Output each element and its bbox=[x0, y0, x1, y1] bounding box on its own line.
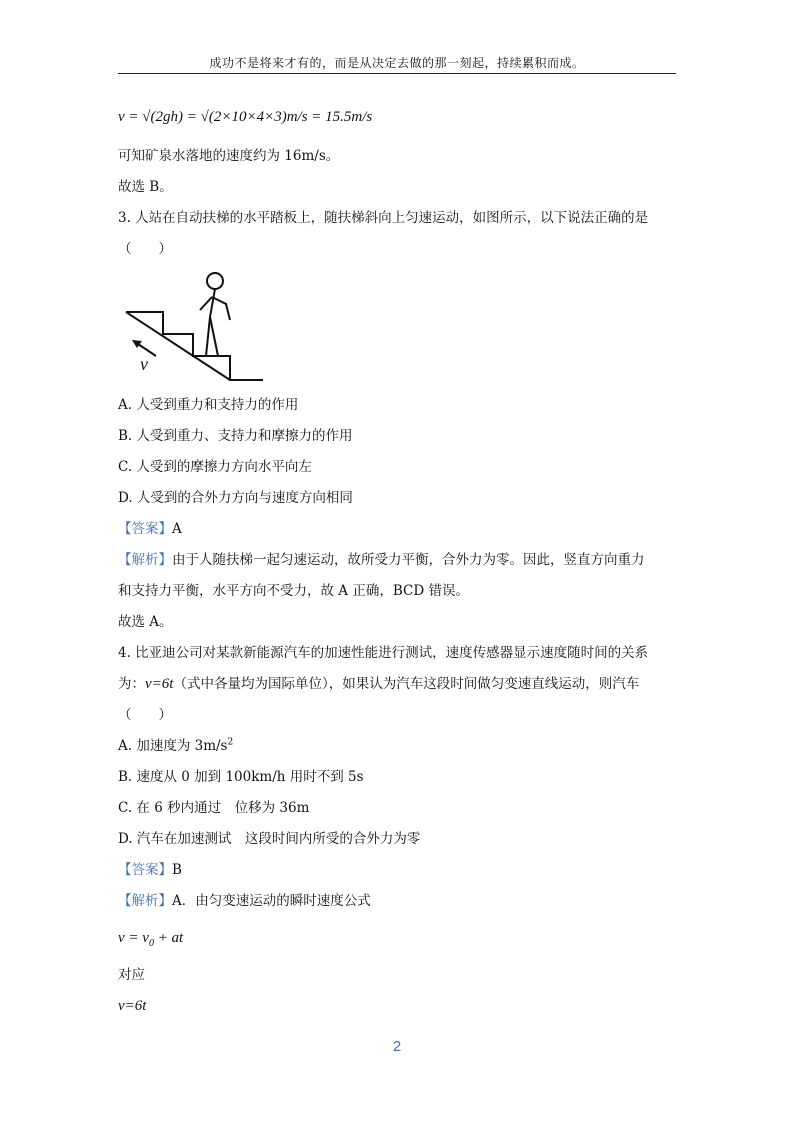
choose-b: 故选 B。 bbox=[118, 179, 173, 195]
q4-analysis-text-1: A．由匀变速运动的瞬时速度公式 bbox=[172, 893, 371, 909]
formula-instant-velocity bbox=[118, 929, 183, 947]
analysis-tag: 【解析】 bbox=[118, 552, 172, 568]
page-number: 2 bbox=[392, 1038, 402, 1055]
formula-rhs: + at bbox=[153, 930, 184, 946]
header-motto: 成功不是将来才有的，而是从决定去做的那一刻起，持续累积而成。 bbox=[209, 56, 585, 70]
q3-option-c: C. 人受到的摩擦力方向水平向左 bbox=[118, 459, 312, 475]
formula-subscript: 0 bbox=[148, 938, 154, 949]
q3-choose: 故选 A。 bbox=[118, 614, 173, 630]
q3-analysis-line-1 bbox=[118, 551, 645, 569]
q4-stem-suffix: （式中各量均为国际单位），如果认为汽车这段时间做匀变速直线运动，则汽车 bbox=[173, 676, 640, 692]
q4-stem-line-2 bbox=[118, 675, 639, 693]
q3-answer bbox=[118, 520, 182, 538]
formula-velocity-calc: v = √(2gh) = √(2×10×4×3)m/s = 15.5m/s bbox=[118, 109, 373, 125]
formula-v-6t: v=6t bbox=[118, 998, 147, 1014]
q4-answer bbox=[118, 861, 182, 879]
q3-stem-line-1: 3. 人站在自动扶梯的水平踏板上，随扶梯斜向上匀速运动，如图所示，以下说法正确的是 bbox=[118, 210, 649, 226]
person-left-arm bbox=[200, 297, 212, 310]
q4-stem-formula: v=6t bbox=[145, 676, 174, 692]
velocity-label: v bbox=[140, 354, 148, 374]
q3-analysis-line-2: 和支持力平衡，水平方向不受力，故 A 正确，BCD 错误。 bbox=[118, 583, 469, 599]
person-right-arm bbox=[212, 297, 230, 320]
conclusion-speed: 可知矿泉水落地的速度约为 16m/s。 bbox=[118, 148, 340, 164]
person-left-leg bbox=[206, 317, 210, 356]
q3-answer-value: A bbox=[172, 521, 182, 537]
formula-lhs: v = v bbox=[118, 930, 149, 946]
q4-option-d: D. 汽车在加速测试 这段时间内所受的合外力为零 bbox=[118, 831, 421, 847]
q4-analysis-line-1 bbox=[118, 892, 371, 910]
person-head bbox=[207, 273, 223, 289]
q4-answer-value: B bbox=[172, 862, 182, 878]
answer-tag: 【答案】 bbox=[118, 862, 172, 878]
q4-stem-prefix: 为： bbox=[118, 676, 145, 692]
header-divider bbox=[118, 73, 676, 74]
escalator-figure bbox=[118, 262, 268, 387]
corresponds-label: 对应 bbox=[118, 967, 145, 983]
q3-option-d: D. 人受到的合外力方向与速度方向相同 bbox=[118, 490, 353, 506]
analysis-tag: 【解析】 bbox=[118, 893, 172, 909]
q4-option-b: B. 速度从 0 加到 100km/h 用时不到 5s bbox=[118, 769, 364, 785]
answer-tag: 【答案】 bbox=[118, 521, 172, 537]
q3-option-a: A. 人受到重力和支持力的作用 bbox=[118, 397, 299, 413]
q4-option-a-exponent: 2 bbox=[227, 737, 234, 748]
q3-analysis-text-1: 由于人随扶梯一起匀速运动，故所受力平衡，合外力为零。因此，竖直方向重力 bbox=[172, 552, 645, 568]
q4-option-c: C. 在 6 秒内通过 位移为 36m bbox=[118, 800, 310, 816]
person-right-leg bbox=[210, 317, 218, 356]
q4-stem-line-1: 4. 比亚迪公司对某款新能源汽车的加速性能进行测试，速度传感器显示速度随时间的关系 bbox=[118, 645, 649, 661]
q3-option-b: B. 人受到重力、支持力和摩擦力的作用 bbox=[118, 428, 353, 444]
q4-option-a-text: A. 加速度为 3m/s bbox=[118, 738, 228, 754]
q3-stem-line-2: （ ） bbox=[118, 241, 172, 257]
person-torso bbox=[210, 289, 215, 317]
q4-option-a bbox=[118, 737, 233, 755]
q4-stem-line-3: （ ） bbox=[118, 707, 172, 723]
